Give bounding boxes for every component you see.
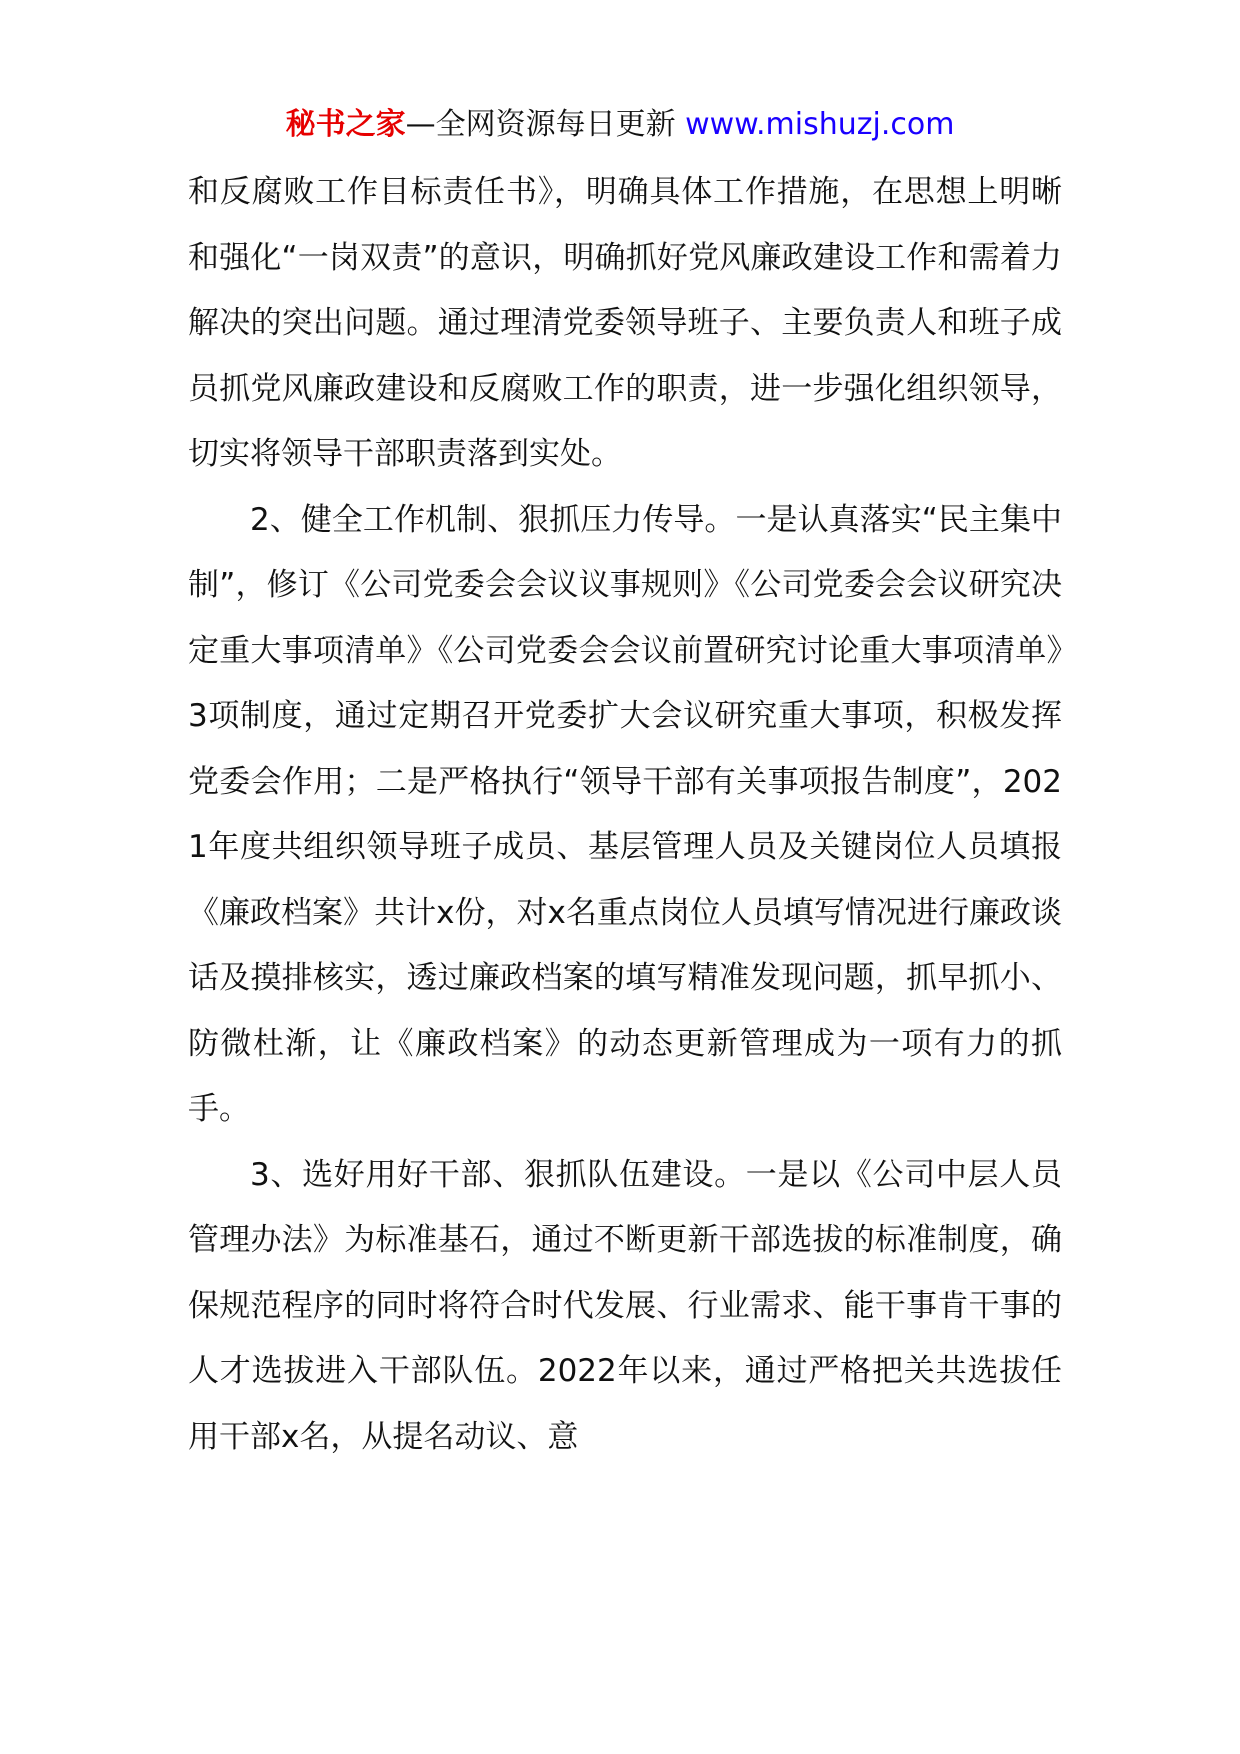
paragraph-cadre-selection: 3、选好用好干部、狠抓队伍建设。一是以《公司中层人员管理办法》为标准基石，通过不断更新干部选拔的标准制度，确保规范程序的同时将符合时代发展、行业需求、能干事肯干事的人才选拔进入干部队伍。2022年以来，通过严格把关共选拔任用干部x名，从提名动议、意 xyxy=(188,1156,1062,1455)
paragraph-continuation: 和反腐败工作目标责任书》，明确具体工作措施，在思想上明晰和强化“一岗双责”的意识，明确抓好党风廉政建设工作和需着力解决的突出问题。通过理清党委领导班子、主要负责人和班子成员抓党风廉政建设和反腐败工作的职责，进一步强化组织领导，切实将领导干部职责落到实处。 xyxy=(188,174,1062,472)
page-header xyxy=(0,100,1240,150)
website-link[interactable]: www.mishuzj.com xyxy=(685,107,955,142)
paragraph-work-mechanism: 2、健全工作机制、狠抓压力传导。一是认真落实“民主集中制”，修订《公司党委会会议议事规则》《公司党委会会议研究决定重大事项清单》《公司党委会会议前置研究讨论重大事项清单》3项制度，通过定期召开党委扩大会议研究重大事项，积极发挥党委会作用；二是严格执行“领导干部有关事项报告制度”，2021年度共组织领导班子成员、基层管理人员及关键岗位人员填报《廉政档案》共计x份，对x名重点岗位人员填写情况进行廉政谈话及摸排核实，透过廉政档案的填写精准发现问题，抓早抓小、防微杜渐，让《廉政档案》的动态更新管理成为一项有力的抓手。 xyxy=(188,501,1062,1127)
document-body xyxy=(188,160,1062,1470)
header-slogan: —全网资源每日更新 xyxy=(405,107,686,142)
brand-name: 秘书之家 xyxy=(285,107,406,142)
